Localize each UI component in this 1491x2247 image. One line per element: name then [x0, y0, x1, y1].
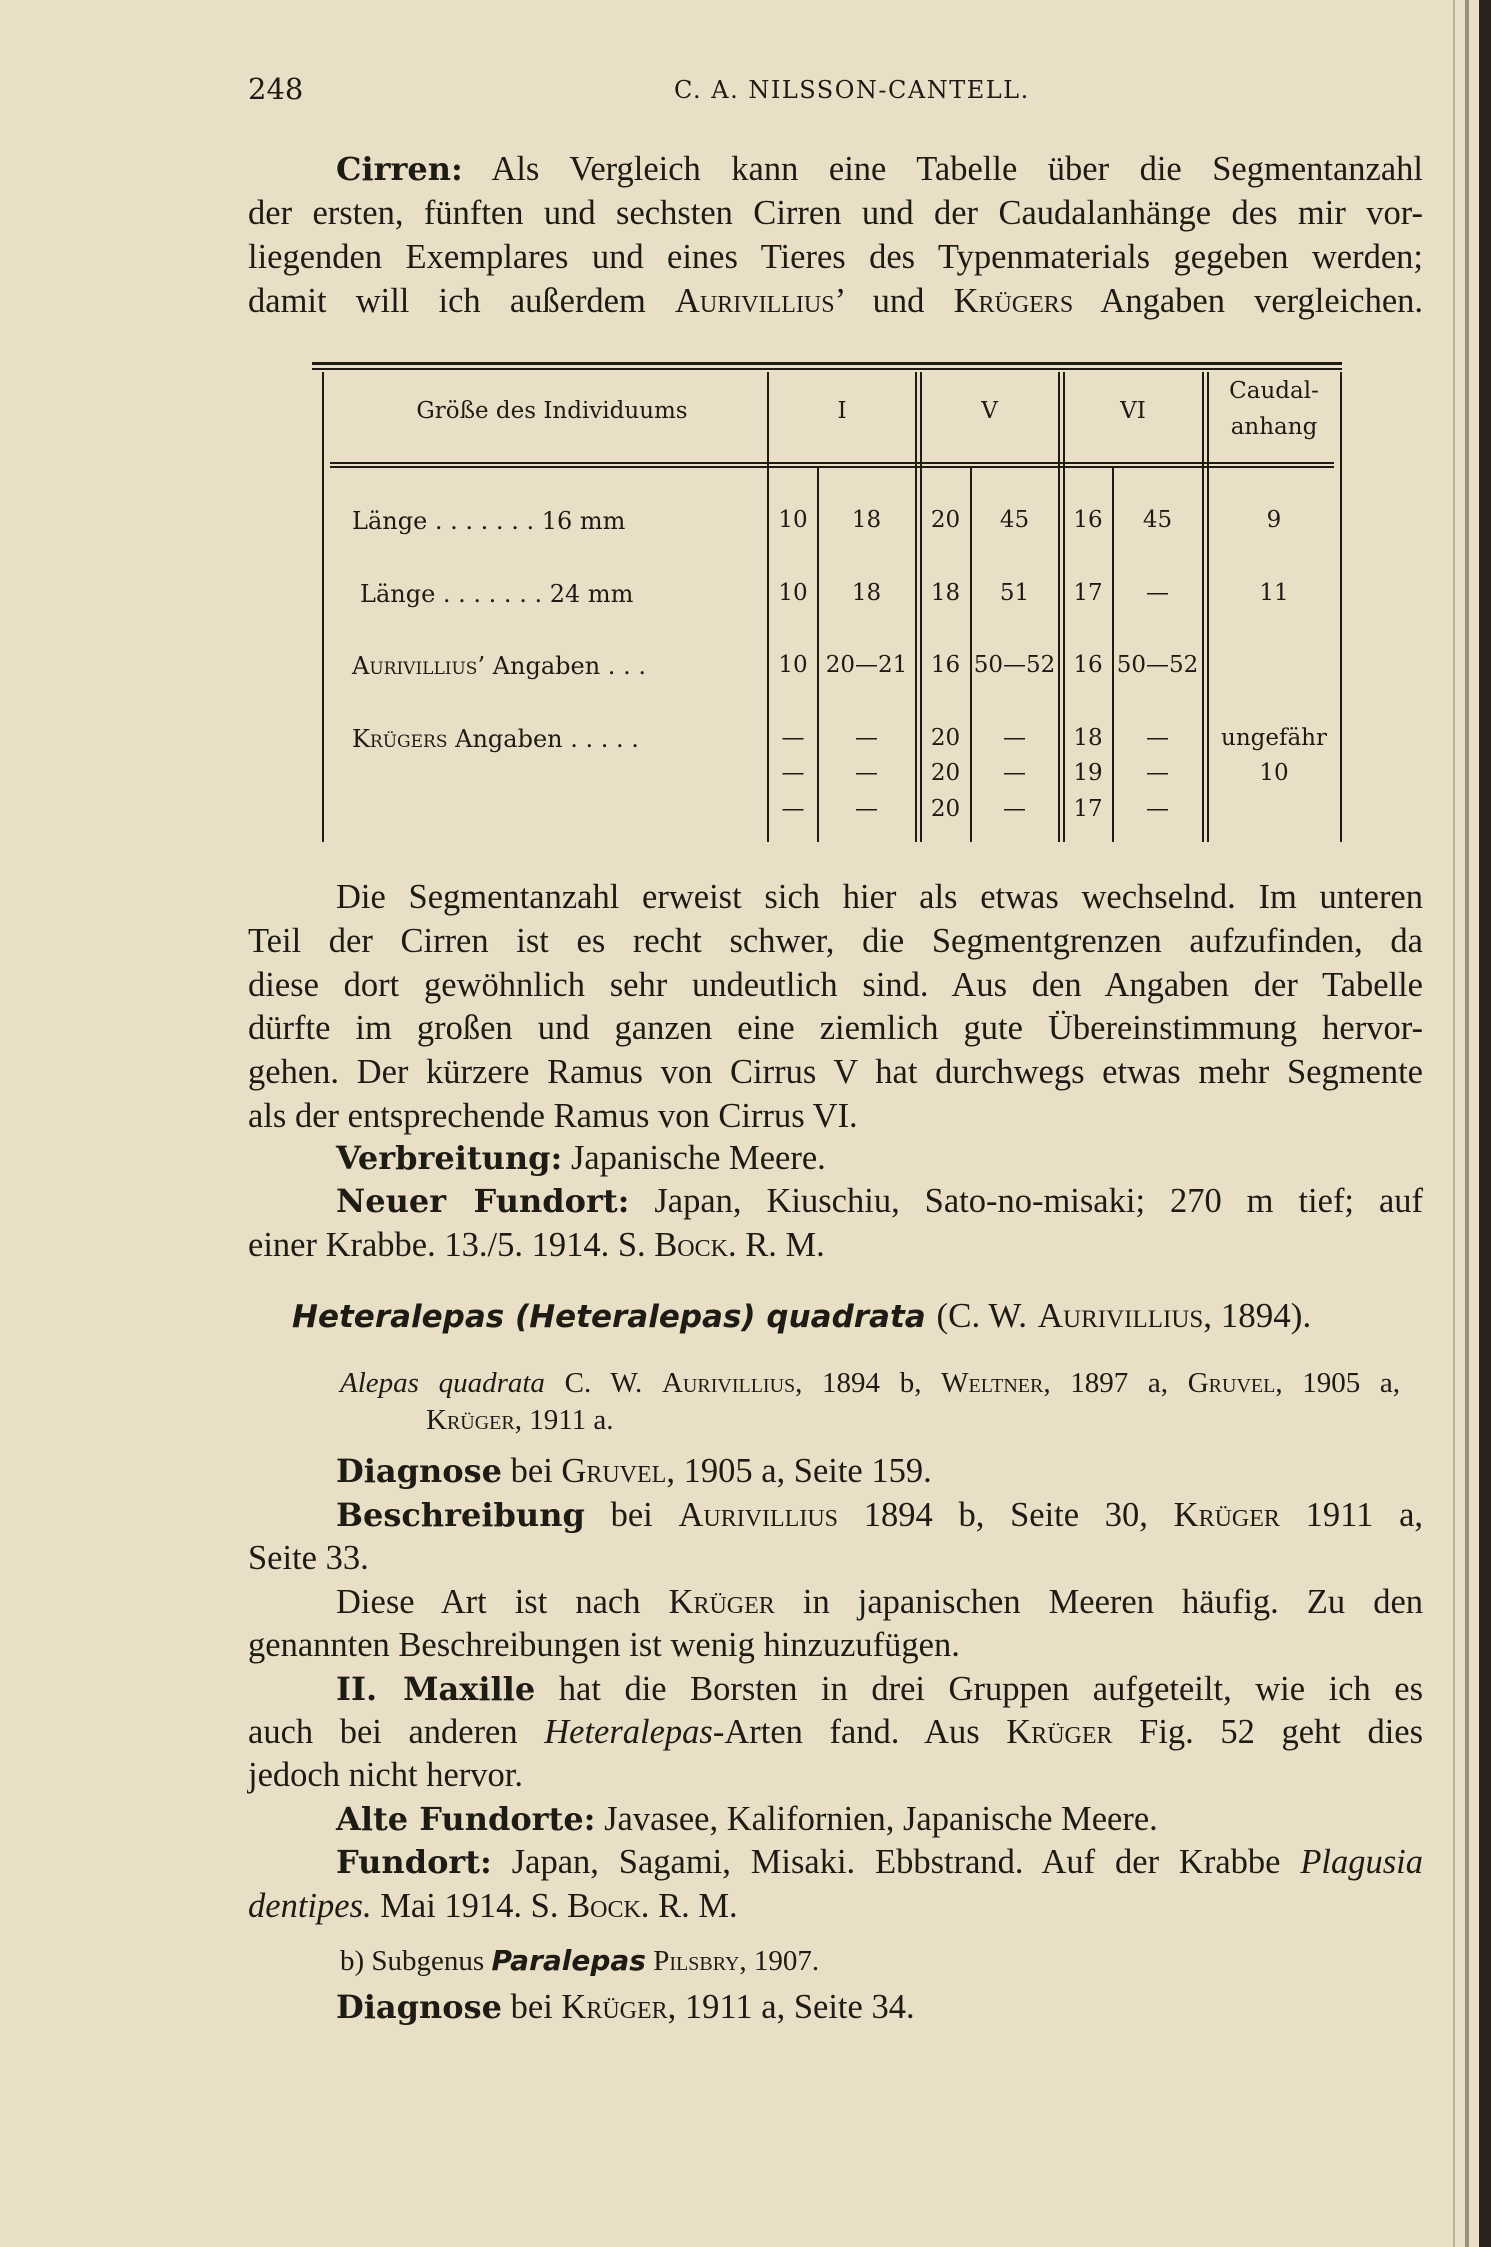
table-rule: [1340, 372, 1342, 842]
table-cell: 10: [778, 652, 808, 678]
text-line: [248, 1581, 1423, 1625]
segment-table: [312, 362, 1342, 842]
page-edge-shadow: [1479, 0, 1491, 2247]
author-name: Bock.: [654, 1226, 737, 1264]
text-span: einer Krabbe. 13./5. 1914. S.: [248, 1226, 646, 1264]
table-cell: 10: [778, 580, 808, 606]
author-name: Weltner: [941, 1367, 1044, 1399]
text-span: R. M.: [658, 1887, 738, 1925]
text-span: , 1905 a, Seite 159.: [666, 1452, 932, 1490]
text-span: , 1911 a, Seite 34.: [667, 1988, 915, 2026]
text-line: [248, 280, 1423, 324]
table-cell: 19: [1073, 760, 1103, 786]
text-line: dürfte im großen und ganzen eine ziemlich gute Übereinstimmung hervor-: [248, 1009, 1423, 1047]
table-cell: 45: [999, 507, 1030, 533]
table-cell: 9: [1266, 507, 1282, 533]
text-span: bei: [610, 1496, 653, 1534]
section-head: Fundort:: [336, 1843, 492, 1881]
column-header: anhang: [1230, 414, 1318, 440]
table-cell: 18: [1073, 725, 1103, 751]
table-cell: 16: [1073, 652, 1103, 678]
text-span: , 1894 b,: [795, 1367, 922, 1399]
text-span: , 1894).: [1203, 1296, 1312, 1335]
text-span: Als Vergleich kann eine Tabelle über die Segmentanzahl: [491, 150, 1423, 188]
text-span: in japanischen Meeren häufig. Zu den: [802, 1583, 1424, 1621]
table-cell: 18: [851, 580, 882, 606]
author-name: Aurivillius: [661, 1367, 796, 1399]
text-span: Japanische Meere.: [570, 1139, 826, 1177]
text-span: hat die Borsten in drei Gruppen aufgeteilt, wie ich es: [558, 1670, 1424, 1708]
text-span: ’ Angaben . . .: [477, 652, 646, 680]
text-span: 1911 a,: [1305, 1496, 1424, 1534]
author-name: Krüger: [561, 1988, 668, 2026]
text-span: ’ und: [834, 282, 925, 320]
text-span: , 1897 a,: [1043, 1367, 1169, 1399]
table-cell: 18: [851, 507, 882, 533]
text-line: der ersten, fünften und sechsten Cirren und der Caudalanhänge des mir vor-: [248, 194, 1423, 232]
species-name: Plagusia: [1300, 1843, 1423, 1881]
text-line: gehen. Der kürzere Ramus von Cirrus V hat durchwegs etwas mehr Segmente: [248, 1053, 1423, 1091]
text-span: 1894 b, Seite 30,: [863, 1496, 1148, 1534]
text-line: [248, 148, 1423, 192]
text-line: [248, 1224, 1423, 1268]
text-span: -Arten fand. Aus: [712, 1713, 980, 1751]
text-line: [248, 1711, 1423, 1755]
text-span: , 1911 a.: [514, 1404, 614, 1436]
section-head: Diagnose: [336, 1452, 502, 1490]
text-line: [248, 1841, 1423, 1885]
table-cell: —: [1146, 760, 1169, 786]
table-cell: 20: [930, 725, 961, 751]
column-header: Caudal-: [1229, 378, 1319, 404]
table-cell: 10: [1259, 760, 1289, 786]
table-cell: 51: [999, 580, 1030, 606]
table-rule: [1058, 372, 1060, 842]
text-line: [248, 1798, 1423, 1842]
text-line: [248, 1450, 1423, 1494]
table-rule: [322, 372, 324, 842]
table-cell: —: [855, 725, 878, 751]
page-edge-line: [1453, 0, 1455, 2247]
table-cell: 17: [1073, 796, 1103, 822]
text-line: [248, 1180, 1423, 1224]
text-span: Fig. 52 geht dies: [1139, 1713, 1424, 1751]
species-title: [292, 1296, 1387, 1336]
table-cell: 50—52: [1116, 652, 1199, 678]
author-name: Gruvel: [561, 1452, 667, 1490]
subgenus-heading: [340, 1944, 819, 1978]
text-span: bei: [510, 1452, 553, 1490]
author-name: Krügers: [352, 725, 448, 753]
section-head: Alte Fundorte:: [336, 1800, 596, 1838]
running-author: C. A. NILSSON-CANTELL.: [674, 76, 1030, 104]
table-rule: [767, 372, 769, 842]
table-cell: —: [781, 725, 805, 751]
table-cell: —: [1003, 725, 1026, 751]
text-line: [248, 1668, 1423, 1712]
table-cell: —: [1146, 725, 1169, 751]
text-line: Teil der Cirren ist es recht schwer, die Segmentgrenzen aufzufinden, da: [248, 922, 1423, 960]
section-head: II. Maxille: [336, 1670, 536, 1708]
table-cell: 20: [930, 760, 961, 786]
text-span: Japan, Sagami, Misaki. Ebbstrand. Auf der Krabbe: [511, 1843, 1281, 1881]
author-name: Krüger: [1173, 1496, 1280, 1534]
table-cell: 16: [930, 652, 961, 678]
text-line: Seite 33.: [248, 1539, 369, 1577]
table-cell: —: [781, 760, 805, 786]
text-span: b) Subgenus: [340, 1945, 485, 1977]
text-span: Diese Art ist nach: [336, 1583, 641, 1621]
species-name: dentipes.: [248, 1887, 372, 1925]
table-cell: 20: [930, 507, 961, 533]
author-name: Aurivillius: [1037, 1296, 1204, 1335]
table-cell: 18: [930, 580, 961, 606]
author-name: Gruvel: [1187, 1367, 1276, 1399]
table-cell: 20: [930, 796, 961, 822]
author-name: Aurivillius: [678, 1496, 839, 1534]
author-name: Krüger: [1006, 1713, 1113, 1751]
table-cell: 50—52: [973, 652, 1056, 678]
table-cell: —: [1003, 760, 1026, 786]
text-span: Javasee, Kalifornien, Japanische Meere.: [604, 1800, 1158, 1838]
table-cell: —: [1146, 796, 1169, 822]
text-span: Mai 1914. S.: [380, 1887, 559, 1925]
text-span: , 1905 a,: [1275, 1367, 1401, 1399]
table-rule: [915, 372, 917, 842]
text-line: liegenden Exemplares und eines Tieres des Typenmaterials gegeben werden;: [248, 238, 1423, 276]
table-cell: —: [855, 760, 878, 786]
table-cell: 10: [778, 507, 808, 533]
author-name: Bock.: [567, 1887, 650, 1925]
running-head: [248, 72, 1408, 112]
author-name: Krügers: [953, 282, 1074, 320]
text-line: [248, 1986, 1423, 2030]
table-cell: ungefähr: [1221, 725, 1327, 751]
text-line: diese dort gewöhnlich sehr undeutlich sind. Aus den Angaben der Tabelle: [248, 966, 1423, 1004]
table-cell: 17: [1073, 580, 1103, 606]
text-line: als der entsprechende Ramus von Cirrus VI.: [248, 1097, 858, 1135]
section-head: Diagnose: [336, 1988, 502, 2026]
table-cell: 20—21: [825, 652, 908, 678]
text-span: bei: [510, 1988, 553, 2026]
text-line: genannten Beschreibungen ist wenig hinzuzufügen.: [248, 1626, 960, 1664]
table-cell: —: [1003, 796, 1026, 822]
text-span: C. W.: [564, 1367, 643, 1399]
subgenus-name: Paralepas: [491, 1944, 646, 1977]
column-header: V: [981, 398, 998, 424]
table-cell: —: [855, 796, 878, 822]
section-head: Beschreibung: [336, 1496, 585, 1534]
table-rule: [312, 368, 1342, 370]
text-span: Japan, Kiuschiu, Sato-no-misaki; 270 m tief; auf: [654, 1182, 1424, 1220]
row-label: Länge . . . . . . . 24 mm: [360, 580, 634, 608]
synonym-name: Alepas quadrata: [340, 1367, 545, 1399]
table-rule: [1202, 372, 1204, 842]
page-number: 248: [248, 72, 304, 106]
text-span: auch bei anderen: [248, 1713, 518, 1751]
author-name: Krüger: [668, 1583, 775, 1621]
table-cell: —: [1146, 580, 1169, 606]
section-head: Neuer Fundort:: [336, 1182, 630, 1220]
section-head: Cirren:: [336, 150, 463, 188]
text-span: damit will ich außerdem: [248, 282, 646, 320]
synonymy-line: [340, 1364, 1400, 1402]
table-cell: —: [781, 796, 805, 822]
column-header: I: [837, 398, 847, 424]
text-line: jedoch nicht hervor.: [248, 1756, 523, 1794]
genus-name: Heteralepas: [544, 1713, 713, 1751]
column-header: Größe des Individuums: [416, 398, 688, 424]
text-span: R. M.: [745, 1226, 825, 1264]
table-rule: [330, 462, 1334, 464]
text-span: Angaben . . . . .: [447, 725, 639, 753]
text-line: Die Segmentanzahl erweist sich hier als etwas wechselnd. Im unteren: [336, 878, 1423, 916]
author-name: Pilsbry: [653, 1945, 740, 1977]
species-name: Heteralepas (Heteralepas) quadrata: [292, 1299, 926, 1335]
text-line: [248, 1137, 1423, 1181]
author-name: Aurivillius: [352, 652, 478, 680]
row-label: [352, 725, 639, 753]
table-cell: 11: [1259, 580, 1289, 606]
page-edge-line: [1465, 0, 1469, 2247]
author-name: Krüger: [426, 1404, 515, 1436]
text-line: [248, 1885, 1423, 1929]
table-cell: 45: [1142, 507, 1173, 533]
synonymy-line: [426, 1401, 1326, 1439]
row-label: [352, 652, 646, 680]
row-label: Länge . . . . . . . 16 mm: [352, 507, 626, 535]
table-rule: [312, 362, 1342, 365]
column-header: VI: [1120, 398, 1146, 424]
section-head: Verbreitung:: [336, 1139, 563, 1177]
text-span: (C. W.: [936, 1296, 1027, 1335]
text-line: [248, 1494, 1423, 1538]
text-span: Angaben vergleichen.: [1100, 282, 1424, 320]
text-span: , 1907.: [739, 1945, 820, 1977]
author-name: Aurivillius: [675, 282, 835, 320]
table-cell: 16: [1073, 507, 1103, 533]
table-rule: [330, 466, 1334, 468]
